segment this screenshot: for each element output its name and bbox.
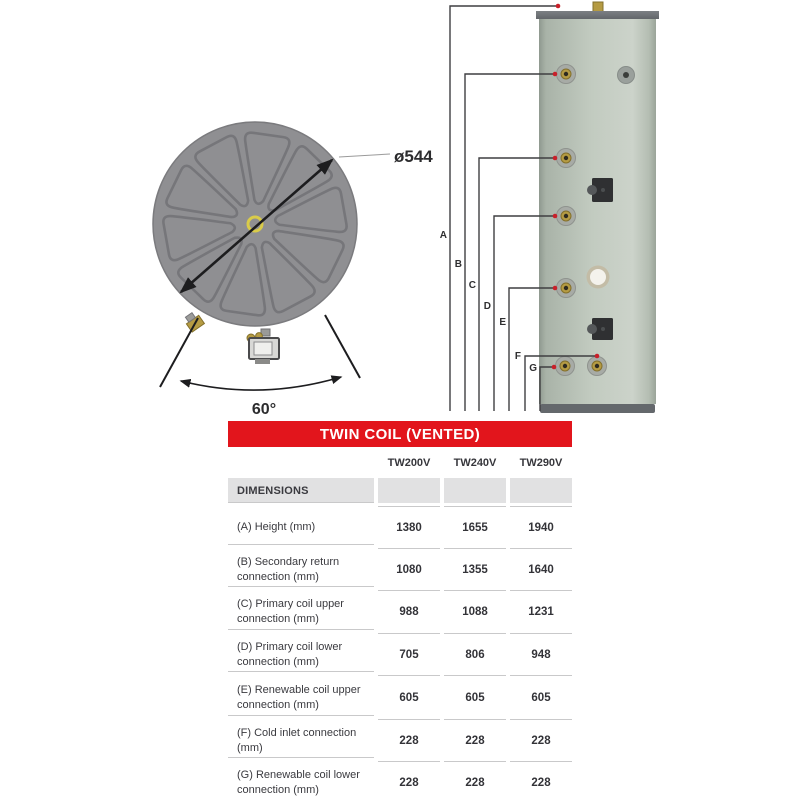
vent-fitting — [593, 2, 603, 12]
angle-label: 60° — [251, 401, 277, 418]
dim-label-c: C — [468, 280, 476, 291]
row-value: 1231 — [510, 590, 572, 634]
row-label: (C) Primary coil upper connection (mm) — [228, 586, 374, 638]
cylinder-top-disc — [153, 122, 357, 326]
port-primary-coil-upper — [557, 149, 576, 168]
row-value: 1655 — [444, 506, 506, 549]
port-primary-coil-lower — [557, 207, 576, 226]
section-header-cell — [510, 478, 572, 503]
row-label: (F) Cold inlet connection (mm) — [228, 715, 374, 766]
row-value: 228 — [444, 719, 506, 762]
row-value: 806 — [444, 633, 506, 676]
table-column-headers — [228, 447, 572, 478]
column-header-tw290v: TW290V — [519, 456, 563, 469]
row-value: 1088 — [444, 590, 506, 634]
row-value: 605 — [510, 675, 572, 720]
dim-label-g: G — [529, 363, 537, 374]
row-label: (E) Renewable coil upper connection (mm) — [228, 671, 374, 724]
table-title-banner: TWIN COIL (VENTED) — [228, 421, 572, 447]
row-value: 948 — [510, 633, 572, 676]
row-value: 228 — [444, 761, 506, 800]
row-value: 605 — [378, 675, 440, 720]
column-header-tw240v: TW240V — [453, 456, 497, 469]
side-tapping-valve — [183, 310, 204, 332]
table-row — [228, 719, 572, 761]
row-label: (B) Secondary return connection (mm) — [228, 544, 374, 595]
table-row — [228, 590, 572, 633]
row-value: 705 — [378, 633, 440, 676]
row-value: 1080 — [378, 548, 440, 591]
dim-label-a: A — [440, 230, 447, 241]
diameter-label: ø544 — [394, 147, 433, 166]
row-value: 1940 — [510, 506, 572, 549]
row-value: 228 — [510, 719, 572, 762]
column-header-tw200v: TW200V — [387, 456, 431, 469]
angle-indicator — [160, 315, 360, 418]
port-renewable-coil-upper — [557, 279, 576, 298]
dimension-letters — [440, 230, 537, 374]
row-value: 1640 — [510, 548, 572, 591]
section-header-label: DIMENSIONS — [228, 478, 374, 503]
row-value: 1380 — [378, 506, 440, 549]
table-row — [228, 548, 572, 590]
row-value: 228 — [510, 761, 572, 800]
row-value: 988 — [378, 590, 440, 634]
tank-base-band — [540, 404, 655, 413]
row-value: 228 — [378, 719, 440, 762]
side-view-diagram — [440, 0, 665, 420]
diameter-leader-line — [339, 154, 390, 157]
dim-label-e: E — [499, 317, 506, 328]
tank-body — [536, 2, 659, 413]
section-header-cell — [444, 478, 506, 503]
dim-label-d: D — [483, 301, 491, 312]
bottom-fitting — [247, 329, 279, 364]
row-value: 1355 — [444, 548, 506, 591]
section-header-cell — [378, 478, 440, 503]
dim-label-b: B — [454, 259, 462, 270]
row-value: 228 — [378, 761, 440, 800]
row-value: 605 — [444, 675, 506, 720]
table-row — [228, 761, 572, 800]
row-label: (D) Primary coil lower connection (mm) — [228, 629, 374, 680]
row-label: (G) Renewable coil lower connection (mm) — [228, 757, 374, 800]
table-section-row — [228, 478, 572, 503]
port-cold-inlet — [588, 357, 607, 376]
table-row — [228, 675, 572, 719]
table-row — [228, 633, 572, 675]
row-label: (A) Height (mm) — [228, 502, 374, 553]
table-row — [228, 506, 572, 548]
thermostat-pocket — [587, 266, 610, 289]
spec-table — [228, 421, 572, 800]
port-plugged-center — [623, 72, 629, 78]
top-view-diagram — [140, 95, 460, 425]
tank-top-cap — [536, 11, 659, 19]
dim-label-f: F — [514, 351, 521, 362]
port-secondary-return — [557, 65, 576, 84]
port-renewable-coil-lower — [556, 357, 575, 376]
